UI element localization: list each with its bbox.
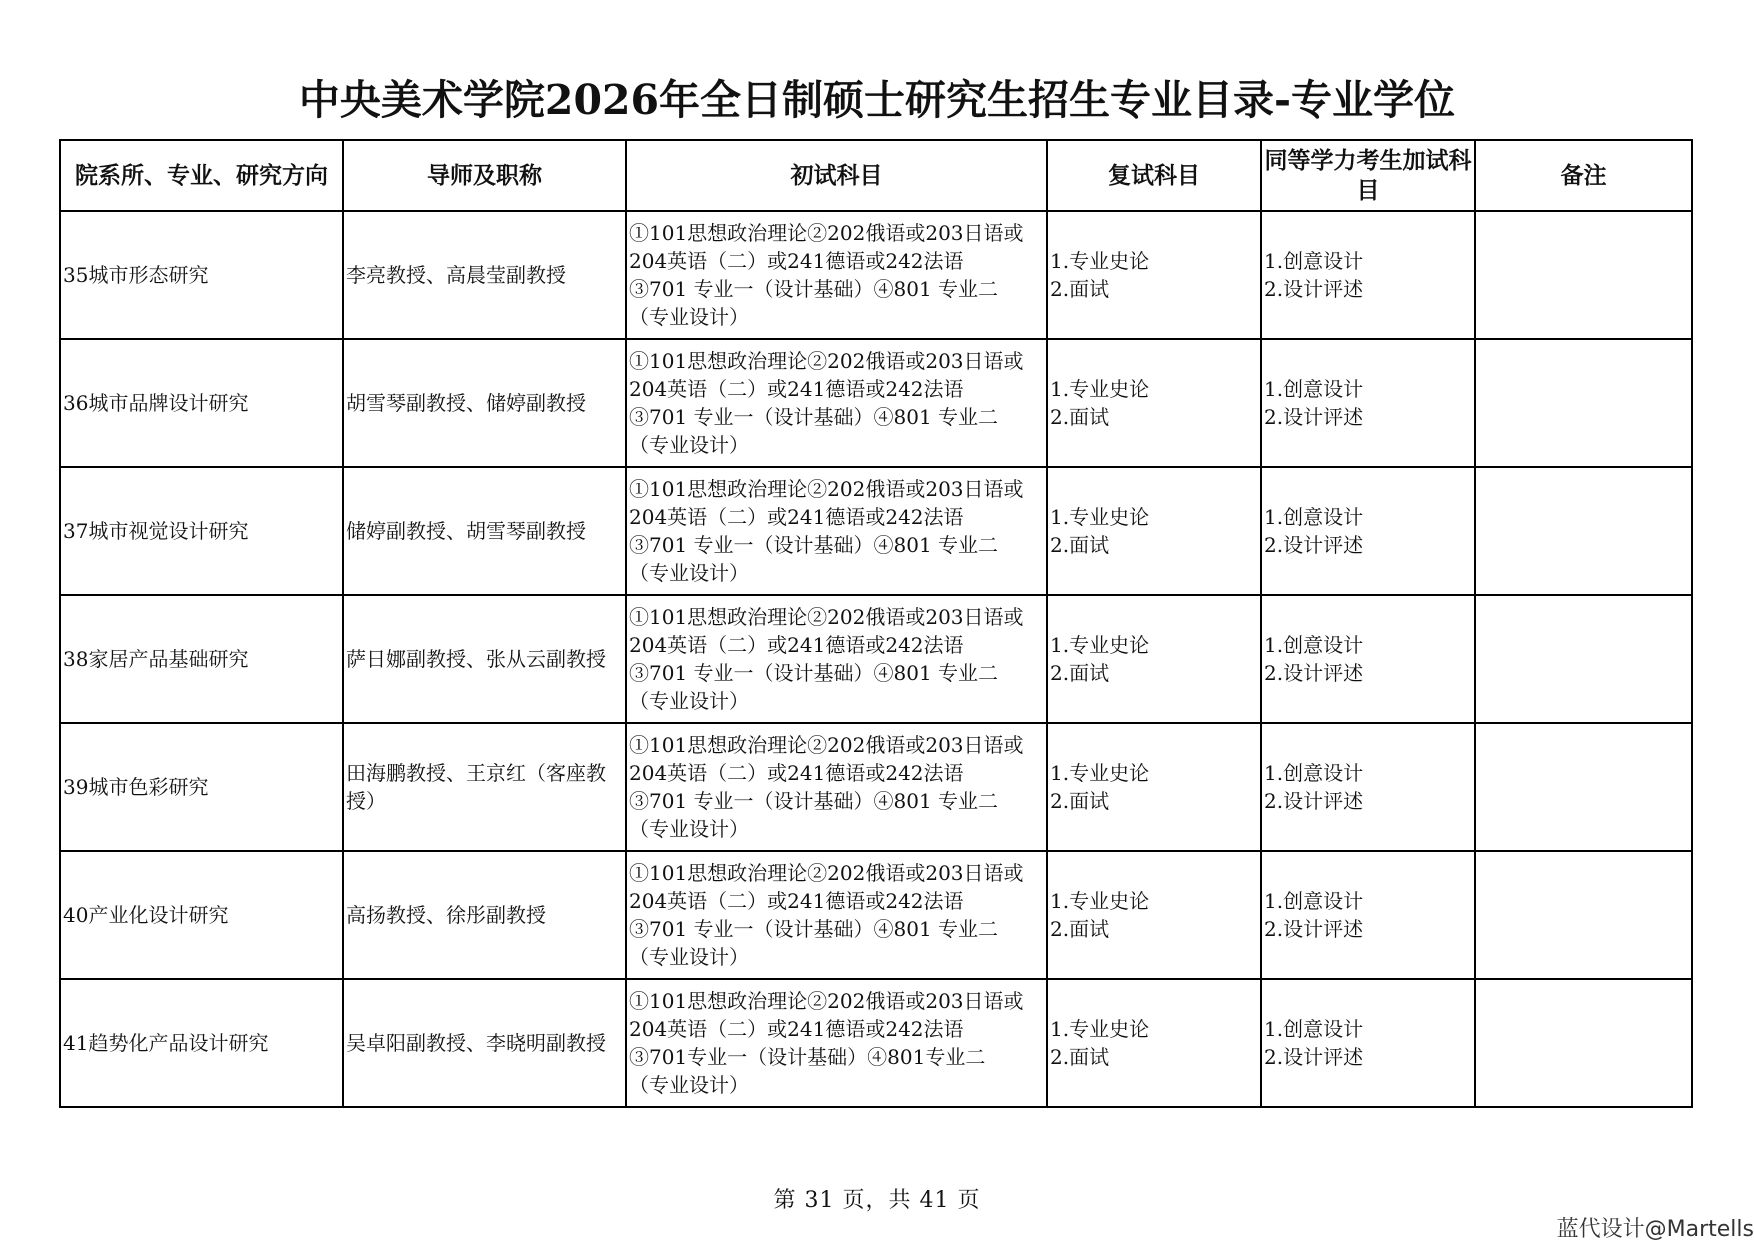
- cell-extra-exam: [1261, 851, 1475, 979]
- cell-retest: [1047, 339, 1261, 467]
- cell-extra-exam-line: 2.设计评述: [1264, 533, 1364, 557]
- cell-extra-exam-line: 2.设计评述: [1264, 405, 1364, 429]
- cell-extra-exam: [1261, 339, 1475, 467]
- cell-initial-exam: [626, 339, 1047, 467]
- cell-initial-exam-line: ③701 专业一（设计基础）④801 专业二: [629, 533, 999, 557]
- cell-initial-exam-line: （专业设计）: [629, 1073, 749, 1097]
- cell-direction: 38家居产品基础研究: [60, 595, 343, 723]
- cell-initial-exam-line: （专业设计）: [629, 561, 749, 585]
- header-direction: 院系所、专业、研究方向: [60, 140, 343, 211]
- cell-extra-exam-line: 2.设计评述: [1264, 789, 1364, 813]
- cell-retest-line: 2.面试: [1050, 405, 1110, 429]
- cell-extra-exam-line: 2.设计评述: [1264, 1045, 1364, 1069]
- cell-initial-exam-line: ①101思想政治理论②202俄语或203日语或: [629, 221, 1024, 245]
- cell-extra-exam: [1261, 723, 1475, 851]
- cell-initial-exam-line: ①101思想政治理论②202俄语或203日语或: [629, 349, 1024, 373]
- table-row: [60, 595, 1692, 723]
- cell-extra-exam-line: 2.设计评述: [1264, 661, 1364, 685]
- cell-extra-exam: [1261, 979, 1475, 1107]
- cell-initial-exam: [626, 467, 1047, 595]
- cell-initial-exam-line: 204英语（二）或241德语或242法语: [629, 249, 964, 273]
- cell-initial-exam-line: （专业设计）: [629, 689, 749, 713]
- cell-extra-exam: [1261, 467, 1475, 595]
- cell-retest: [1047, 595, 1261, 723]
- table-row: [60, 211, 1692, 339]
- header-supervisors: 导师及职称: [343, 140, 626, 211]
- table-row: [60, 467, 1692, 595]
- cell-supervisors: 储婷副教授、胡雪琴副教授: [343, 467, 626, 595]
- cell-initial-exam-line: ③701 专业一（设计基础）④801 专业二: [629, 789, 999, 813]
- cell-supervisors: 田海鹏教授、王京红（客座教授）: [343, 723, 626, 851]
- header-retest: 复试科目: [1047, 140, 1261, 211]
- cell-initial-exam-line: ③701 专业一（设计基础）④801 专业二: [629, 917, 999, 941]
- cell-initial-exam-line: ①101思想政治理论②202俄语或203日语或: [629, 861, 1024, 885]
- cell-note: [1475, 979, 1692, 1107]
- cell-direction: 39城市色彩研究: [60, 723, 343, 851]
- cell-note: [1475, 339, 1692, 467]
- cell-extra-exam: [1261, 211, 1475, 339]
- cell-note: [1475, 211, 1692, 339]
- header-initial-exam: 初试科目: [626, 140, 1047, 211]
- watermark: 蓝代设计@Martells: [1556, 1217, 1754, 1242]
- cell-extra-exam-line: 1.创意设计: [1264, 633, 1364, 657]
- cell-note: [1475, 723, 1692, 851]
- cell-direction: 40产业化设计研究: [60, 851, 343, 979]
- cell-initial-exam-line: （专业设计）: [629, 433, 749, 457]
- table-row: [60, 851, 1692, 979]
- cell-extra-exam-line: 1.创意设计: [1264, 761, 1364, 785]
- cell-retest-line: 1.专业史论: [1050, 1017, 1150, 1041]
- table-row: [60, 723, 1692, 851]
- cell-initial-exam: [626, 979, 1047, 1107]
- cell-initial-exam-line: ①101思想政治理论②202俄语或203日语或: [629, 989, 1024, 1013]
- cell-direction: 37城市视觉设计研究: [60, 467, 343, 595]
- cell-initial-exam: [626, 211, 1047, 339]
- cell-extra-exam-line: 2.设计评述: [1264, 277, 1364, 301]
- cell-initial-exam: [626, 595, 1047, 723]
- cell-retest-line: 2.面试: [1050, 533, 1110, 557]
- cell-supervisors: 萨日娜副教授、张从云副教授: [343, 595, 626, 723]
- cell-initial-exam-line: （专业设计）: [629, 945, 749, 969]
- cell-initial-exam-line: ①101思想政治理论②202俄语或203日语或: [629, 733, 1024, 757]
- cell-direction: 41趋势化产品设计研究: [60, 979, 343, 1107]
- cell-retest: [1047, 723, 1261, 851]
- cell-initial-exam-line: ③701 专业一（设计基础）④801 专业二: [629, 277, 999, 301]
- cell-retest: [1047, 979, 1261, 1107]
- page-indicator: 第 31 页，共 41 页: [773, 1188, 981, 1213]
- cell-initial-exam: [626, 851, 1047, 979]
- table-row: [60, 979, 1692, 1107]
- cell-initial-exam-line: 204英语（二）或241德语或242法语: [629, 1017, 964, 1041]
- cell-note: [1475, 467, 1692, 595]
- catalog-table: [59, 139, 1693, 1108]
- cell-initial-exam-line: ①101思想政治理论②202俄语或203日语或: [629, 477, 1024, 501]
- table-row: [60, 339, 1692, 467]
- cell-retest: [1047, 211, 1261, 339]
- cell-extra-exam-line: 1.创意设计: [1264, 377, 1364, 401]
- cell-retest-line: 1.专业史论: [1050, 505, 1150, 529]
- cell-initial-exam-line: ③701专业一（设计基础）④801专业二: [629, 1045, 986, 1069]
- cell-retest-line: 2.面试: [1050, 277, 1110, 301]
- cell-direction: 35城市形态研究: [60, 211, 343, 339]
- cell-supervisors: 李亮教授、高晨莹副教授: [343, 211, 626, 339]
- cell-retest-line: 1.专业史论: [1050, 249, 1150, 273]
- cell-extra-exam-line: 2.设计评述: [1264, 917, 1364, 941]
- page-title: 中央美术学院2026年全日制硕士研究生招生专业目录-专业学位: [298, 76, 1456, 124]
- cell-retest-line: 2.面试: [1050, 1045, 1110, 1069]
- cell-extra-exam: [1261, 595, 1475, 723]
- cell-initial-exam-line: 204英语（二）或241德语或242法语: [629, 377, 964, 401]
- cell-retest-line: 1.专业史论: [1050, 761, 1150, 785]
- cell-retest-line: 2.面试: [1050, 661, 1110, 685]
- cell-initial-exam-line: 204英语（二）或241德语或242法语: [629, 505, 964, 529]
- cell-initial-exam-line: ③701 专业一（设计基础）④801 专业二: [629, 405, 999, 429]
- cell-initial-exam-line: 204英语（二）或241德语或242法语: [629, 889, 964, 913]
- cell-initial-exam-line: （专业设计）: [629, 817, 749, 841]
- cell-direction: 36城市品牌设计研究: [60, 339, 343, 467]
- cell-initial-exam-line: 204英语（二）或241德语或242法语: [629, 633, 964, 657]
- cell-initial-exam-line: （专业设计）: [629, 305, 749, 329]
- table-header-row: [60, 140, 1692, 211]
- cell-retest-line: 2.面试: [1050, 917, 1110, 941]
- cell-extra-exam-line: 1.创意设计: [1264, 889, 1364, 913]
- cell-supervisors: 吴卓阳副教授、李晓明副教授: [343, 979, 626, 1107]
- cell-initial-exam: [626, 723, 1047, 851]
- cell-extra-exam-line: 1.创意设计: [1264, 1017, 1364, 1041]
- cell-supervisors: 高扬教授、徐彤副教授: [343, 851, 626, 979]
- cell-retest: [1047, 851, 1261, 979]
- cell-extra-exam-line: 1.创意设计: [1264, 249, 1364, 273]
- cell-note: [1475, 595, 1692, 723]
- header-extra-exam: 同等学力考生加试科目: [1261, 140, 1475, 211]
- cell-retest: [1047, 467, 1261, 595]
- cell-note: [1475, 851, 1692, 979]
- cell-retest-line: 1.专业史论: [1050, 377, 1150, 401]
- header-note: 备注: [1475, 140, 1692, 211]
- cell-retest-line: 1.专业史论: [1050, 633, 1150, 657]
- cell-supervisors: 胡雪琴副教授、储婷副教授: [343, 339, 626, 467]
- cell-initial-exam-line: 204英语（二）或241德语或242法语: [629, 761, 964, 785]
- cell-initial-exam-line: ③701 专业一（设计基础）④801 专业二: [629, 661, 999, 685]
- cell-extra-exam-line: 1.创意设计: [1264, 505, 1364, 529]
- cell-retest-line: 1.专业史论: [1050, 889, 1150, 913]
- cell-initial-exam-line: ①101思想政治理论②202俄语或203日语或: [629, 605, 1024, 629]
- cell-retest-line: 2.面试: [1050, 789, 1110, 813]
